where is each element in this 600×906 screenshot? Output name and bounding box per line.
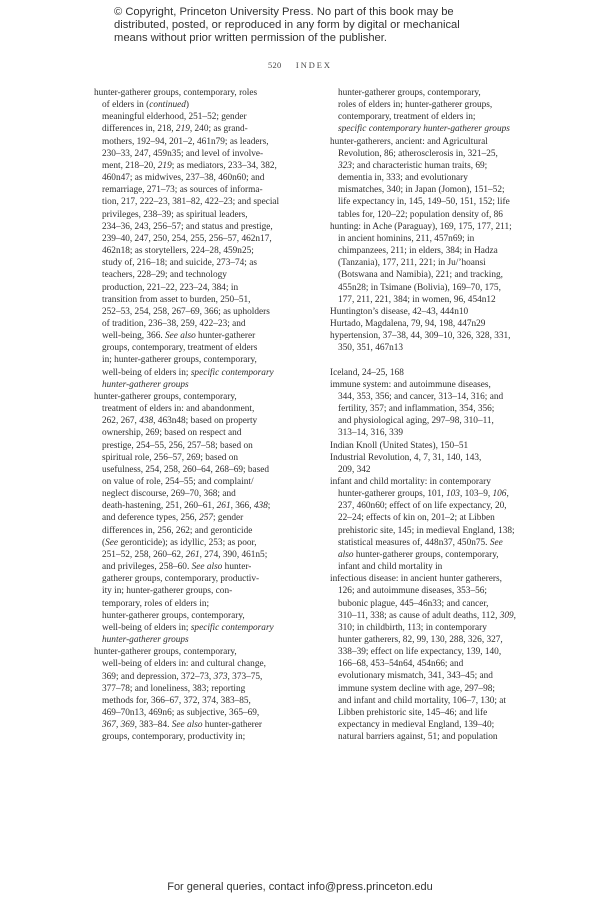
running-head [0,61,600,70]
copyright-line: © Copyright, Princeton University Press. No part of this book may be [114,6,454,18]
text: , [506,489,509,500]
text: (Tanzania), 177, 211, 221; in Ju/’hoansi [338,258,486,269]
italic-text: continued [149,100,186,111]
text: ; [267,501,271,512]
copyright-line: means without prior written permission of the publisher. [114,32,387,44]
index-entry-line [330,391,528,403]
index-entry-heading [330,573,528,585]
index-entry-line [330,695,528,707]
text: hunter-gatherer groups, contemporary, [94,647,237,658]
italic-text: 257 [199,513,214,524]
index-entry-line [330,282,528,294]
text: hunter-gatherers, ancient: and Agricultural [330,136,488,147]
index-entry-line [330,719,528,731]
index-entry-line [94,440,312,452]
index-entry-line [94,257,312,269]
index-entry-line [330,610,528,622]
index-entry-line [94,306,312,318]
index-entry-heading [330,306,528,318]
index-entry-line [330,488,528,500]
text: of tradition, 236–38, 259, 422–23; and [102,318,246,329]
page-number: 520 [268,61,282,70]
index-entry-line [330,598,528,610]
index-entry-line [330,537,528,549]
text: temporary, roles of elders in; [102,598,210,609]
text: ( [102,537,106,548]
italic-text: 261 [185,549,200,560]
italic-text: 369 [120,720,135,731]
index-entry-heading [330,440,528,452]
index-entry-line [94,731,312,743]
entry-spacer [330,354,528,366]
index-entry-line [330,634,528,646]
italic-text: specific contemporary [190,367,274,378]
index-entry-line [94,196,312,208]
text: , 383–84. [134,720,172,731]
text: groups, contemporary, treatment of elders [102,343,258,354]
index-entry-line [330,209,528,221]
index-entry-line [94,658,312,670]
text: spiritual role, 256–57, 269; based on [102,452,239,463]
index-entry-line [330,622,528,634]
text: differences in, 218, [102,124,176,135]
index-entry-line [94,354,312,366]
text: immune system: and autoimmune diseases, [330,379,491,390]
text: Indian Knoll (United States), 150–51 [330,440,469,451]
italic-text: specific contemporary hunter-gatherer groups [338,124,510,135]
text: life expectancy in, 145, 149–50, 151, 152; life [338,197,510,208]
text: ity in; hunter-gatherer groups, con- [102,586,233,597]
text: roles of elders in; hunter-gatherer groups, [338,100,493,111]
index-entry-line [330,525,528,537]
index-entry-line [94,99,312,111]
text: hunting: in Ache (Paraguay), 169, 175, 177, 211; [330,221,512,232]
text: 377–78; and loneliness, 383; reporting [102,683,246,694]
index-entry-line [94,622,312,634]
text: Hurtado, Magdalena, 79, 94, 198, 447n29 [330,318,486,329]
index-entry-line [94,573,312,585]
index-entry-heading [330,136,528,148]
text: neglect discourse, 269–70, 368; and [102,489,236,500]
index-entry-line [330,342,528,354]
text: groups, contemporary, productivity in; [102,732,246,743]
text: death-hastening, 251, 260–61, [102,501,217,512]
index-entry-line [330,148,528,160]
text: well-being of elders in; [102,622,191,633]
text: , 366, [230,501,254,512]
index-entry-line [330,99,528,111]
index-entry-line [330,184,528,196]
index-entry-line [94,403,312,415]
text: production, 221–22, 223–24, 384; in [102,282,239,293]
text: prestige, 254–55, 256, 257–58; based on [102,440,253,451]
text: hunter-gatherer [202,720,262,731]
index-entry-line [94,549,312,561]
italic-text: 219 [157,160,172,171]
index-entry-line [94,610,312,622]
text: 209, 342 [338,464,371,475]
index-entry-line [94,367,312,379]
index-entry-line [330,196,528,208]
text: Industrial Revolution, 4, 7, 31, 140, 143, [330,452,482,463]
index-entry-line [330,731,528,743]
text: and deference types, 256, [102,513,200,524]
italic-text: See also [191,562,223,573]
italic-text: hunter-gatherer groups [102,379,189,390]
italic-text: also [338,549,354,560]
index-entry-line [94,148,312,160]
index-entry-line [94,245,312,257]
text: 22–24; effects of kin on, 201–2; at Libben [338,513,495,524]
index-entry-line [330,123,528,135]
italic-text: hunter-gatherer groups [102,635,189,646]
index-entry-line [94,379,312,391]
text: in ancient hominins, 211, 457n69; in [338,233,475,244]
text: methods for, 366–67, 372, 374, 383–85, [102,695,251,706]
italic-text: 438 [253,501,268,512]
index-entry-line [94,123,312,135]
text: infant and child mortality in [338,562,443,573]
text: tables for, 120–22; population density of, 86 [338,209,503,220]
index-entry-heading [330,379,528,391]
text: Iceland, 24–25, 168 [330,367,404,378]
text: contemporary, treatment of elders in; [338,112,476,123]
index-entry-line [330,512,528,524]
text: hunter-gatherer groups, contemporary, [338,88,481,98]
index-entry-line [330,245,528,257]
text: ; and characteristic human traits, 69; [351,160,488,171]
index-entry-heading [94,391,312,403]
text: infectious disease: in ancient hunter gatherers, [330,574,502,585]
index-entry-line [94,671,312,683]
italic-text: 106 [492,489,507,500]
text: ownership, 269; based on respect and [102,428,242,439]
text: fertility, 357; and inflammation, 354, 356; [338,404,495,415]
index-entry-line [94,221,312,233]
text: 239–40, 247, 250, 254, 255, 256–57, 462n17, [102,233,272,244]
text: ; gender [213,513,244,524]
index-entry-heading [330,221,528,233]
text: , 373–75, [227,671,263,682]
italic-text: 323 [338,160,352,171]
text: hunter-gatherer groups, contemporary, [94,391,237,402]
index-entry-line [330,415,528,427]
text: well-being of elders in: and cultural change, [102,659,266,670]
index-entry-line [330,585,528,597]
running-title: INDEX [295,61,332,70]
index-entry-line [330,160,528,172]
text: in; hunter-gatherer groups, contemporary, [102,355,257,366]
text: , [513,610,516,621]
index-entry-line [94,282,312,294]
text: evolutionary mismatch, 341, 343–45; and [338,671,493,682]
index-entry-line [330,658,528,670]
index-entry-line [94,585,312,597]
text: of elders in ( [102,100,150,111]
text: usefulness, 254, 258, 260–64, 268–69; based [102,464,270,475]
index-entry-heading [330,476,528,488]
text: mothers, 192–94, 201–2, 461n79; as leaders, [102,136,269,147]
text: hypertension, 37–38, 44, 309–10, 326, 328, 331, [330,331,511,342]
text: , 103–9, [459,489,493,500]
text: 177, 211, 221, 384; in women, 96, 454n12 [338,294,496,305]
text: hunter-gatherer groups, contemporary, [102,610,245,621]
italic-text: 367 [102,720,116,731]
index-entry-line [94,537,312,549]
italic-text: 438 [139,416,154,427]
index-entry-heading [330,318,528,330]
italic-text: 261 [216,501,231,512]
index-entry-line [330,561,528,573]
text: , [115,720,121,731]
italic-text: 373 [213,671,228,682]
index-entry-line [94,561,312,573]
text: statistical measures of, 448n37, 450n75. [338,537,490,548]
text: 350, 351, 467n13 [338,343,404,354]
index-entry-line [330,549,528,561]
italic-text: See [105,537,119,548]
index-entry-line [330,111,528,123]
italic-text: 219 [175,124,190,135]
text: hunter-gatherer [195,331,256,342]
text: mismatches, 340; in Japan (Jomon), 151–52; [338,185,505,196]
text: natural barriers against, 51; and population [338,732,498,743]
index-entry-line [330,257,528,269]
index-column-right [330,87,528,743]
text: hunter- [222,562,252,573]
index-entry-line [94,488,312,500]
index-entry-line [94,233,312,245]
text: chimpanzees, 211; in elders, 384; in Hadza [338,246,498,257]
index-entry-line [94,634,312,646]
footer-contact: For general queries, contact info@press.princeton.edu [167,881,433,893]
text: ) [185,100,190,111]
text: hunter gatherers, 82, 99, 130, 288, 326, 327, [338,635,503,646]
index-entry-line [94,512,312,524]
text: privileges, 238–39; as spiritual leaders, [102,209,248,220]
italic-text: See [489,537,503,548]
index-entry-line [330,269,528,281]
text: on value of role, 254–55; and complaint/ [102,477,254,487]
text: , 240; as grand- [189,124,248,135]
index-entry-line [94,111,312,123]
text: , 463n48; based on property [153,416,258,427]
text: meaningful elderhood, 251–52; gender [102,112,247,123]
text: 251–52, 258, 260–62, [102,549,186,560]
text: (Botswana and Namibia), 221; and tracking, [338,270,503,281]
copyright-line: distributed, posted, or reproduced in any form by digital or mechanical [114,19,460,31]
text: hunter-gatherer groups, contemporary, [353,549,499,560]
index-entry-line [94,500,312,512]
index-entry-line [94,707,312,719]
index-entry-line [94,427,312,439]
text: 344, 353, 356; and cancer, 313–14, 316; and [338,391,504,402]
text: and physiological aging, 297–98, 310–11, [338,416,494,427]
index-entry-line [330,646,528,658]
text: 252–53, 254, 258, 267–69, 366; as upholders [102,306,270,317]
text: Huntington’s disease, 42–43, 444n10 [330,306,469,317]
text: dementia in, 333; and evolutionary [338,173,468,184]
text: 460n47; as midwives, 237–38, 460n60; and [102,173,265,184]
text: infant and child mortality: in contemporary [330,476,491,487]
text: tion, 217, 222–23, 381–82, 422–23; and special [102,197,280,208]
text: gatherer groups, contemporary, productiv- [102,574,260,585]
text: study of, 216–18; and suicide, 273–74; as [102,258,257,269]
index-entry-line [330,172,528,184]
text: well-being of elders in; [102,367,191,378]
index-entry-line [330,683,528,695]
italic-text: 103 [446,489,460,500]
index-entry-line [94,184,312,196]
text: 230–33, 247, 459n35; and level of involve- [102,148,264,159]
text: ment, 218–20, [102,160,158,171]
text: , 274, 390, 461n5; [199,549,268,560]
text: geronticide); as idyllic, 253; as poor, [118,537,257,548]
index-entry-line [330,464,528,476]
text: well-being, 366. [102,331,165,342]
text: Libben prehistoric site, 145–46; and life [338,707,488,718]
index-entry-line [94,719,312,731]
index-entry-line [94,342,312,354]
copyright-notice [114,6,514,45]
index-entry-line [330,294,528,306]
index-entry-line [330,670,528,682]
text: differences in, 256, 262; and geronticide [102,525,253,536]
text: immune system decline with age, 297–98; [338,683,495,694]
index-entry-line [94,695,312,707]
index-entry-line [330,500,528,512]
index-entry-line [94,452,312,464]
text: hunter-gatherer groups, 101, [338,489,446,500]
text: 310–11, 338; as cause of adult deaths, 112, [338,610,500,621]
text: 234–36, 243, 256–57; and status and prestige, [102,221,273,232]
text: teachers, 228–29; and technology [102,270,227,281]
index-entry-line [94,160,312,172]
index-entry-heading [330,452,528,464]
index-entry-line [94,172,312,184]
index-entry-line [94,209,312,221]
index-entry-line [94,683,312,695]
index-entry-line [94,269,312,281]
text: 237, 460n60; effect of on life expectancy, 20, [338,501,507,512]
text: remarriage, 271–73; as sources of informa- [102,185,263,196]
text: Revolution, 86; atherosclerosis in, 321–25, [338,148,498,159]
text: 369; and depression, 372–73, [102,671,214,682]
index-entry-line [94,525,312,537]
index-entry-line [330,233,528,245]
text: treatment of elders in: and abandonment, [102,404,255,415]
index-entry-line [94,476,312,488]
index-entry-line [94,415,312,427]
italic-text: specific contemporary [190,622,274,633]
italic-text: 309 [499,610,514,621]
index-entry-line [330,403,528,415]
index-entry-line [330,707,528,719]
italic-text: See also [171,720,203,731]
index-entry-line [94,464,312,476]
text: 313–14, 316, 339 [338,428,404,439]
index-entry-line [330,427,528,439]
text: ; as mediators, 233–34, 382, [171,160,277,171]
italic-text: See also [165,331,196,342]
text: 126; and autoimmune diseases, 353–56; [338,586,487,597]
index-entry-line [94,318,312,330]
index-entry-line [94,598,312,610]
index-entry-heading [330,367,528,379]
index-entry-line [94,294,312,306]
text: expectancy in medieval England, 139–40; [338,720,495,731]
text: 462n18; as storytellers, 224–28, 459n25; [102,246,254,257]
index-entry-line [330,87,528,99]
index-entry-line [94,330,312,342]
text: and infant and child mortality, 106–7, 130; at [338,695,506,706]
index-entry-heading [330,330,528,342]
index-entry-heading [94,87,312,99]
text: hunter-gatherer groups, contemporary, roles [94,88,258,98]
text: bubonic plague, 445–46n33; and cancer, [338,598,489,609]
index-column-left [94,87,312,743]
text: and privileges, 258–60. [102,562,192,573]
text: 166–68, 453–54n64, 454n66; and [338,659,464,670]
index-entry-heading [94,646,312,658]
text: transition from asset to burden, 250–51, [102,294,251,305]
text: 455n28; in Tsimane (Bolivia), 169–70, 175, [338,282,501,293]
text: 310; in childbirth, 113; in contemporary [338,622,487,633]
text: prehistoric site, 145; in medieval England, 138; [338,525,515,536]
text: 469–70n13, 469n6; as subjective, 365–69, [102,707,260,718]
text: 338–39; effect on life expectancy, 139, 140, [338,647,502,658]
text: 262, 267, [102,416,140,427]
index-entry-line [94,136,312,148]
